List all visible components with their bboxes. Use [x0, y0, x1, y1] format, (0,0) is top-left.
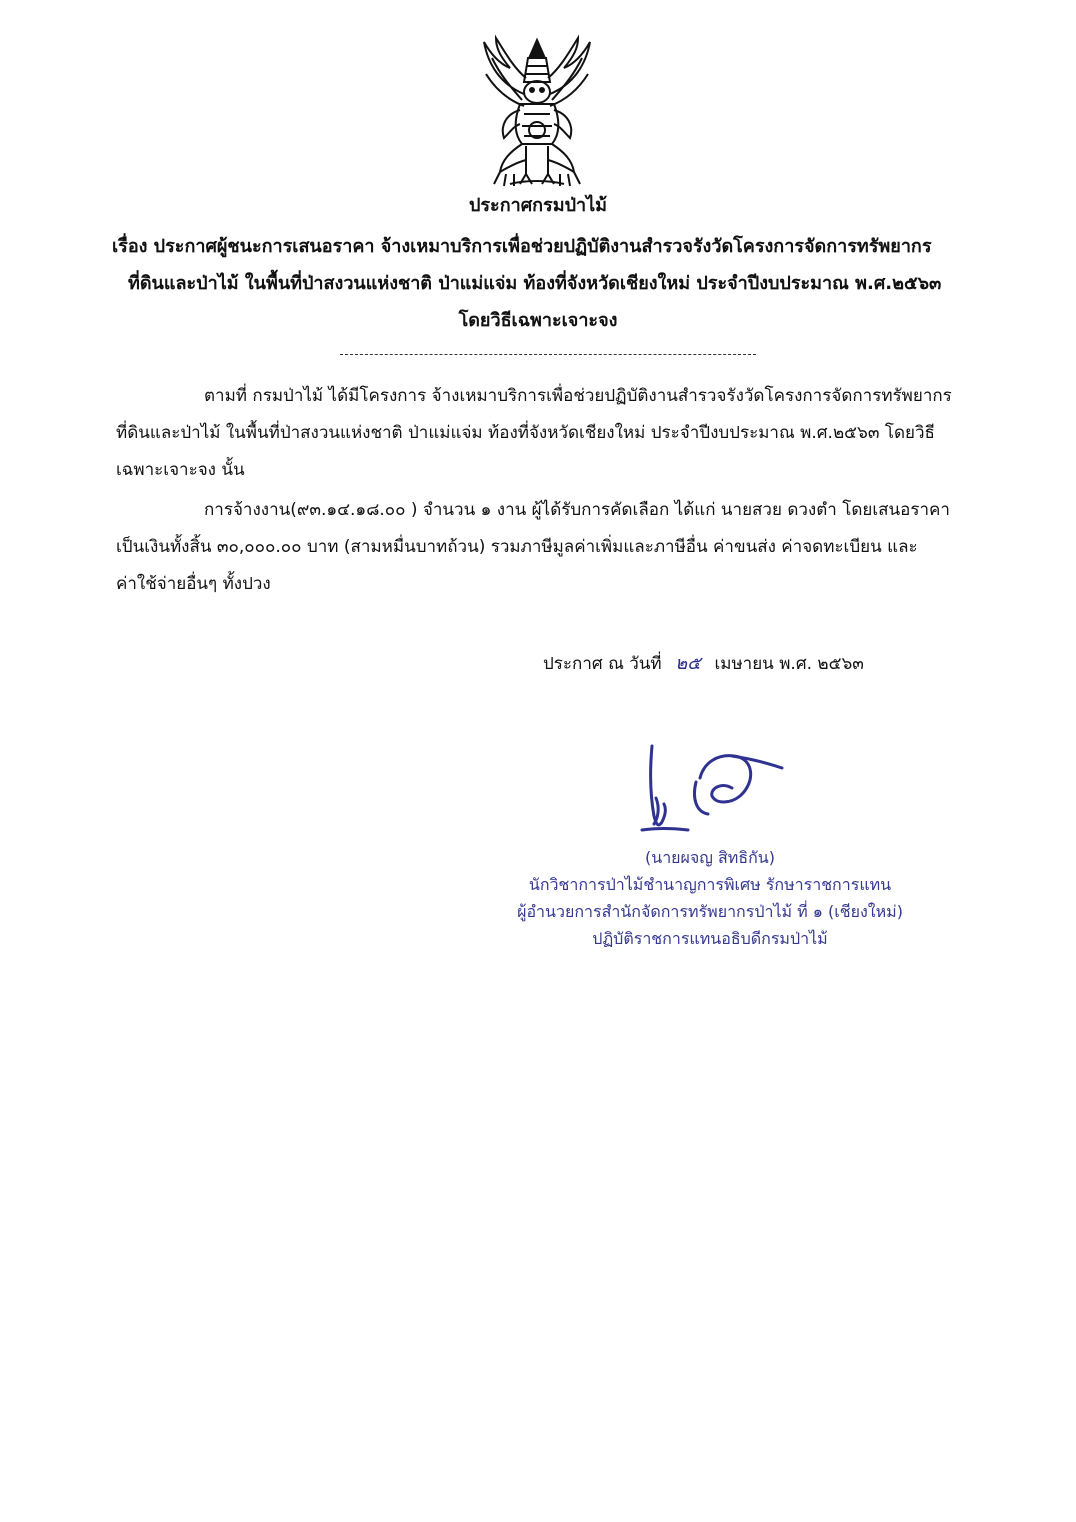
signatory-title: นักวิชาการป่าไม้ชำนาญการพิเศษ รักษาราชการแทน: [528, 875, 892, 894]
garuda-emblem-icon: [470, 34, 604, 190]
subject-line: ที่ดินและป่าไม้ ในพื้นที่ป่าสงวนแห่งชาติ ป่าแม่แจ่ม ท้องที่จังหวัดเชียงใหม่ ประจำปีงบประมาณ พ.ศ.๒๕๖๓: [128, 273, 942, 294]
announcement-date: [543, 648, 864, 677]
paragraph-line: ค่าใช้จ่ายอื่นๆ ทั้งปวง: [116, 574, 271, 594]
subject-line: เรื่อง ประกาศผู้ชนะการเสนอราคา จ้างเหมาบริการเพื่อช่วยปฏิบัติงานสำรวจรังวัดโครงการจัดการทรัพยากร: [112, 236, 932, 257]
signatory-title: ปฏิบัติราชการแทนอธิบดีกรมป่าไม้: [592, 929, 828, 948]
date-month-year: เมษายน พ.ศ. ๒๕๖๓: [714, 654, 864, 674]
paragraph-line: เฉพาะเจาะจง นั้น: [116, 460, 245, 480]
paragraph-line: เป็นเงินทั้งสิ้น ๓๐,๐๐๐.๐๐ บาท (สามหมื่นบาทถ้วน) รวมภาษีมูลค่าเพิ่มและภาษีอื่น ค่าขนส่ง ค่าจดทะเบียน และ: [116, 537, 918, 557]
signatory-name: (นายผจญ สิทธิกัน): [645, 848, 775, 867]
handwritten-signature-icon: [636, 738, 786, 838]
subject-line: โดยวิธีเฉพาะเจาะจง: [458, 310, 618, 331]
paragraph-line: ที่ดินและป่าไม้ ในพื้นที่ป่าสงวนแห่งชาติ ป่าแม่แจ่ม ท้องที่จังหวัดเชียงใหม่ ประจำปีงบประมาณ พ.ศ.๒๕๖๓ โดยวิธี: [116, 423, 935, 443]
paragraph-project: [116, 378, 972, 489]
divider-line: [340, 354, 756, 355]
organization-title: ประกาศกรมป่าไม้: [468, 195, 608, 216]
signatory-block: [430, 844, 990, 952]
handwritten-day: ๒๕: [675, 653, 701, 674]
subject-heading: [112, 228, 964, 339]
paragraph-award: [116, 492, 972, 603]
signatory-title: ผู้อำนวยการสำนักจัดการทรัพยากรป่าไม้ ที่ ๑ (เชียงใหม่): [517, 902, 903, 921]
date-prefix: ประกาศ ณ วันที่: [543, 654, 662, 674]
paragraph-line: การจ้างงาน(๙๓.๑๔.๑๘.๐๐ ) จำนวน ๑ งาน ผู้ได้รับการคัดเลือก ได้แก่ นายสวย ดวงตำ โดยเสนอราคา: [204, 500, 950, 520]
paragraph-line: ตามที่ กรมป่าไม้ ได้มีโครงการ จ้างเหมาบริการเพื่อช่วยปฏิบัติงานสำรวจรังวัดโครงการจัดการทรัพยากร: [204, 386, 952, 406]
